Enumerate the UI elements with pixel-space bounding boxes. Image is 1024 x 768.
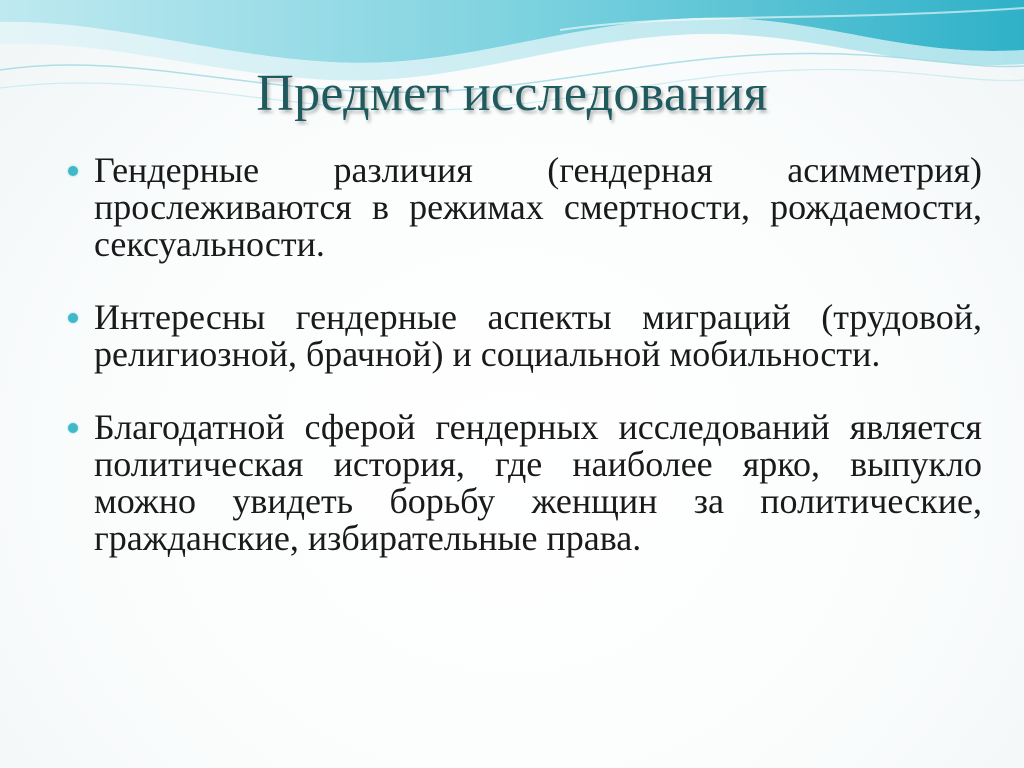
bullet-item <box>60 152 982 263</box>
bullet-list <box>60 152 982 557</box>
bullet-text: Интересны гендерные аспекты миграций (трудовой, религиозной, брачной) и социальной мобильности. <box>94 297 982 374</box>
bullet-dot-icon <box>68 166 78 176</box>
bullet-dot-icon <box>68 313 78 323</box>
bullet-text: Гендерные различия (гендерная асимметрия) прослеживаются в режимах смертности, рождаемости, сексуальности. <box>94 150 982 264</box>
bullet-item <box>60 299 982 373</box>
slide-title: Предмет исследования <box>256 65 768 122</box>
bullet-text: Благодатной сферой гендерных исследований является политическая история, где наиболее ярко, выпукло можно увидеть борьбу женщин за политические, гражданские, избирательные права. <box>94 407 982 558</box>
bullet-dot-icon <box>68 423 78 433</box>
bullet-item <box>60 409 982 557</box>
